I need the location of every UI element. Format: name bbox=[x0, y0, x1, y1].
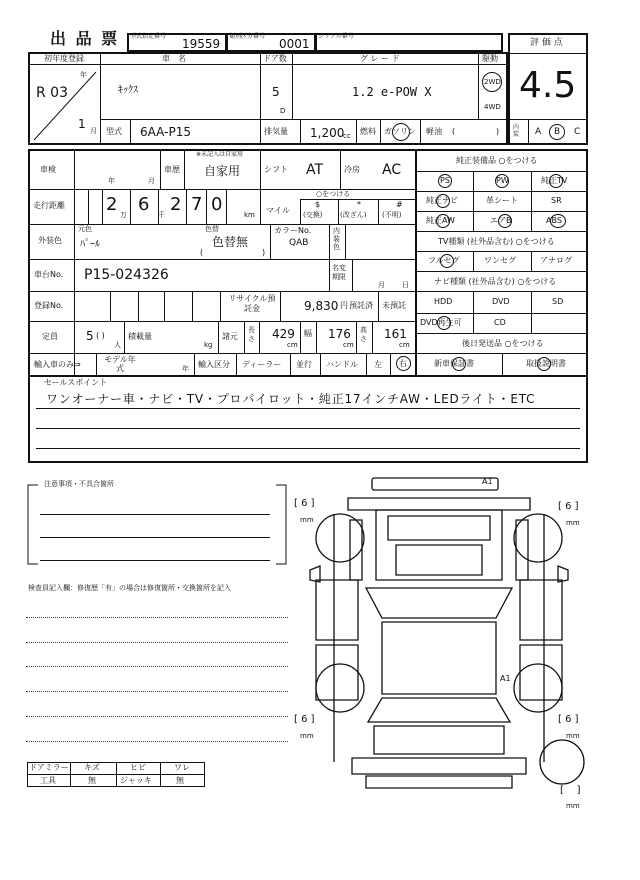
car-name-value: ｷｯｸｽ bbox=[118, 85, 138, 96]
registration-label: 登録No. bbox=[34, 301, 64, 310]
first-reg-month-value: 1 bbox=[78, 117, 86, 131]
tools-label: 工具 bbox=[40, 776, 56, 785]
width-value: 176 bbox=[328, 327, 351, 341]
tire-rr-bracket: [ 6 ] bbox=[558, 714, 579, 725]
parallel-option: 並行 bbox=[296, 360, 312, 369]
mileage-circle-note: ○をつける bbox=[316, 190, 351, 198]
tire-rr-value: 6 bbox=[565, 714, 572, 725]
displacement-unit: cc bbox=[343, 132, 351, 140]
equip-aw: 純正AW bbox=[426, 216, 455, 225]
inspection-year: 年 bbox=[108, 177, 115, 185]
later-title: 後日発送品 ○をつける bbox=[462, 339, 544, 348]
equip-sr: SR bbox=[551, 196, 562, 205]
tire-fr-value: 6 bbox=[565, 501, 572, 512]
dimensions-label: 諸元 bbox=[222, 332, 238, 341]
mileage-man: 万 bbox=[120, 211, 127, 219]
tv-analog: アナログ bbox=[540, 256, 572, 265]
fuel-gasoline: ガソリン bbox=[384, 127, 416, 136]
model-year-label: モデル年式 bbox=[104, 355, 136, 373]
category-value: 0001 bbox=[279, 37, 310, 51]
color-no-label: カラーNo. bbox=[274, 226, 312, 235]
sales-point-label: セールスポイント bbox=[44, 378, 108, 387]
exterior-label: 外装色 bbox=[38, 236, 62, 245]
load-unit: kg bbox=[204, 341, 213, 349]
original-color-value: ﾊﾟｰﾙ bbox=[80, 239, 100, 250]
chassis-label: 車台No. bbox=[34, 270, 64, 279]
height-unit: cm bbox=[399, 341, 410, 349]
drive-4wd: 4WD bbox=[484, 103, 501, 111]
model-designation-label: 型式指定番号 bbox=[130, 33, 167, 40]
color-change-paren-open: ( bbox=[200, 248, 204, 257]
tire-fr-unit: mm bbox=[566, 519, 580, 527]
first-reg-label: 初年度登録 bbox=[44, 54, 84, 63]
equip-tv: 純正TV bbox=[541, 176, 568, 185]
mileage-digit-4: 7 bbox=[191, 194, 203, 215]
height-value: 161 bbox=[384, 327, 407, 341]
mileage-sen: 千 bbox=[158, 211, 165, 219]
color-change-value: 色替無 bbox=[212, 235, 249, 249]
width-unit: cm bbox=[343, 341, 354, 349]
unknown-option: # bbox=[396, 200, 403, 209]
chassis-value: P15-024326 bbox=[84, 267, 169, 283]
first-reg-month-unit: 月 bbox=[90, 127, 97, 135]
mileage-label: 走行距離 bbox=[33, 201, 65, 210]
equip-abs: ABS bbox=[546, 216, 562, 225]
later-warranty: 新車保証書 bbox=[434, 359, 474, 368]
interior-a: A bbox=[535, 127, 542, 137]
interior-label: 内装 bbox=[513, 124, 520, 138]
tire-rr-unit: mm bbox=[566, 732, 580, 740]
interior-c: C bbox=[574, 127, 581, 137]
scratch-label: キズ bbox=[84, 763, 100, 772]
grade-label: グ レ ー ド bbox=[360, 54, 400, 63]
recycle-unit: 円 bbox=[340, 301, 348, 310]
handle-label: ハンドル bbox=[326, 360, 358, 369]
width-label: 幅 bbox=[304, 329, 312, 338]
handle-right: 右 bbox=[399, 359, 407, 368]
unknown-sub: (不明) bbox=[382, 211, 402, 219]
exchange-option: $ bbox=[315, 200, 321, 209]
nav-hdd: HDD bbox=[434, 297, 453, 306]
serial-label: シリアル番号 bbox=[318, 33, 354, 40]
jack-value: 無 bbox=[176, 776, 184, 785]
drive-label: 駆動 bbox=[482, 54, 498, 63]
tv-title: TV種類 (社外品含む) ○をつける bbox=[438, 237, 555, 246]
equip-ps: PS bbox=[440, 176, 450, 185]
break-label: ワレ bbox=[174, 763, 190, 772]
nav-sd: SD bbox=[552, 297, 564, 306]
color-change-paren-close: ) bbox=[262, 248, 266, 257]
length-value: 429 bbox=[272, 327, 295, 341]
mileage-unit: km bbox=[244, 211, 255, 219]
load-label: 積載量 bbox=[128, 332, 152, 341]
recycle-label: リサイクル預託金 bbox=[228, 294, 276, 313]
tire-fr-bracket: [ 6 ] bbox=[558, 501, 579, 512]
tire-rl-value: 6 bbox=[301, 714, 308, 725]
nav-dvdplay: DVD再生可 bbox=[420, 318, 462, 327]
category-label: 類別区分番号 bbox=[229, 33, 266, 40]
doors-label: ドア数 bbox=[263, 54, 287, 63]
crack-label: ヒビ bbox=[130, 763, 146, 772]
tire-fl-bracket: [ 6 ] bbox=[294, 498, 315, 509]
tire-rl-unit: mm bbox=[300, 732, 314, 740]
color-no-value: QAB bbox=[289, 238, 309, 248]
tamper-sub: (改ざん) bbox=[340, 211, 367, 219]
doors-value: 5 bbox=[272, 85, 280, 99]
tools-value: 無 bbox=[88, 776, 96, 785]
caution-label: 注意事項・不具合箇所 bbox=[44, 480, 114, 488]
inspector-label: 検査員記入欄：修復歴「有」の場合は修復箇所・交換箇所を記入 bbox=[28, 584, 231, 592]
drive-2wd: 2WD bbox=[484, 78, 501, 86]
tire-rl-bracket: [ 6 ] bbox=[294, 714, 315, 725]
sales-point-value: ワンオーナー車・ナビ・TV・プロパイロット・純正17インチAW・LEDライト・ETC bbox=[46, 392, 536, 406]
ac-value: AC bbox=[382, 162, 402, 178]
history-note: ※未記入は自家用 bbox=[196, 151, 244, 158]
capacity-value: 5 bbox=[86, 329, 94, 343]
nav-title: ナビ種類 (社外品含む) ○をつける bbox=[434, 277, 557, 286]
ac-label: 冷房 bbox=[344, 165, 360, 174]
capacity-label: 定員 bbox=[42, 332, 58, 341]
recycle-unpaid: 未預託 bbox=[382, 301, 406, 310]
tv-fullseg: フルセグ bbox=[428, 256, 460, 265]
inspection-month: 月 bbox=[148, 177, 155, 185]
nav-dvd: DVD bbox=[492, 297, 510, 306]
first-reg-year-unit: 年 bbox=[80, 71, 87, 79]
tv-oneseg: ワンセグ bbox=[484, 256, 516, 265]
equip-leather: 革シート bbox=[486, 196, 518, 205]
name-change-label: 名変期限 bbox=[332, 264, 346, 281]
equip-pw: PW bbox=[496, 176, 509, 185]
equip-navi: 純正ナビ bbox=[426, 196, 458, 205]
capacity-unit: 人 bbox=[114, 341, 121, 349]
tire-fl-unit: mm bbox=[300, 516, 314, 524]
mirror-label: ドアミラー bbox=[29, 763, 69, 772]
import-type-label: 輸入区分 bbox=[198, 360, 230, 369]
spare-tire-bracket: [ ] bbox=[560, 785, 581, 796]
shift-label: シフト bbox=[264, 165, 288, 174]
equipment-title: 純正装備品 ○をつける bbox=[456, 156, 538, 165]
caution-bracket bbox=[26, 482, 288, 568]
length-unit: cm bbox=[287, 341, 298, 349]
displacement-value: 1,200 bbox=[310, 126, 345, 140]
later-manual: 取扱説明書 bbox=[526, 359, 566, 368]
handle-left: 左 bbox=[374, 360, 382, 369]
type-value: 6AA-P15 bbox=[140, 125, 191, 139]
inspection-label: 車検 bbox=[40, 165, 56, 174]
name-change-day: 日 bbox=[402, 281, 409, 289]
fuel-label: 燃料 bbox=[360, 127, 376, 136]
grade-value: 1.2 e-POW X bbox=[352, 85, 432, 99]
recycle-value: 9,830 bbox=[304, 299, 339, 313]
capacity-paren: ( ) bbox=[96, 331, 105, 340]
mileage-digit-2: 6 bbox=[138, 194, 150, 215]
fuel-other-open: ( bbox=[452, 127, 456, 136]
mileage-digit-3: 2 bbox=[170, 194, 182, 215]
recycle-paid: 預託済 bbox=[349, 301, 373, 310]
import-label: 輸入車のみ⇒ bbox=[34, 360, 81, 369]
jack-label: ジャッキ bbox=[120, 776, 152, 785]
mile-option: マイル bbox=[266, 206, 290, 215]
rating-label: 評 価 点 bbox=[530, 38, 563, 48]
mileage-digit-5: 0 bbox=[211, 194, 223, 215]
fuel-diesel: 軽油 bbox=[426, 127, 442, 136]
type-label: 型式 bbox=[106, 127, 122, 136]
dealer-option: ディーラー bbox=[242, 360, 282, 369]
first-reg-value: R 03 bbox=[36, 85, 68, 101]
interior-color-label: 内装色 bbox=[333, 227, 340, 251]
height-label: 高さ bbox=[360, 326, 367, 343]
history-label: 車歴 bbox=[164, 165, 180, 174]
interior-b: B bbox=[554, 127, 561, 137]
shift-value: AT bbox=[306, 162, 324, 178]
mileage-digit-1: 2 bbox=[106, 194, 118, 215]
nav-cd: CD bbox=[494, 318, 506, 327]
diagram-mark-top: A1 bbox=[482, 477, 493, 486]
spare-tire-unit: mm bbox=[566, 802, 580, 810]
fuel-other-close: ) bbox=[496, 127, 500, 136]
original-color-label: 元色 bbox=[78, 225, 92, 233]
displacement-label: 排気量 bbox=[264, 127, 288, 136]
tamper-option: * bbox=[357, 200, 361, 209]
color-change-label: 色替 bbox=[205, 225, 219, 233]
equip-airbag: エアB bbox=[490, 216, 512, 225]
exchange-sub: (交換) bbox=[303, 211, 323, 219]
tire-fl-value: 6 bbox=[301, 498, 308, 509]
rating-value: 4.5 bbox=[519, 65, 577, 106]
sheet-title: 出 品 票 bbox=[50, 29, 120, 48]
length-label: 長さ bbox=[248, 326, 255, 343]
history-value: 自家用 bbox=[204, 164, 241, 178]
model-year-unit: 年 bbox=[182, 365, 189, 373]
model-designation-value: 19559 bbox=[182, 37, 221, 51]
car-name-label: 車 名 bbox=[162, 54, 186, 63]
doors-suffix: D bbox=[280, 107, 286, 115]
name-change-month: 月 bbox=[378, 281, 385, 289]
diagram-mark-side: A1 bbox=[500, 674, 511, 683]
